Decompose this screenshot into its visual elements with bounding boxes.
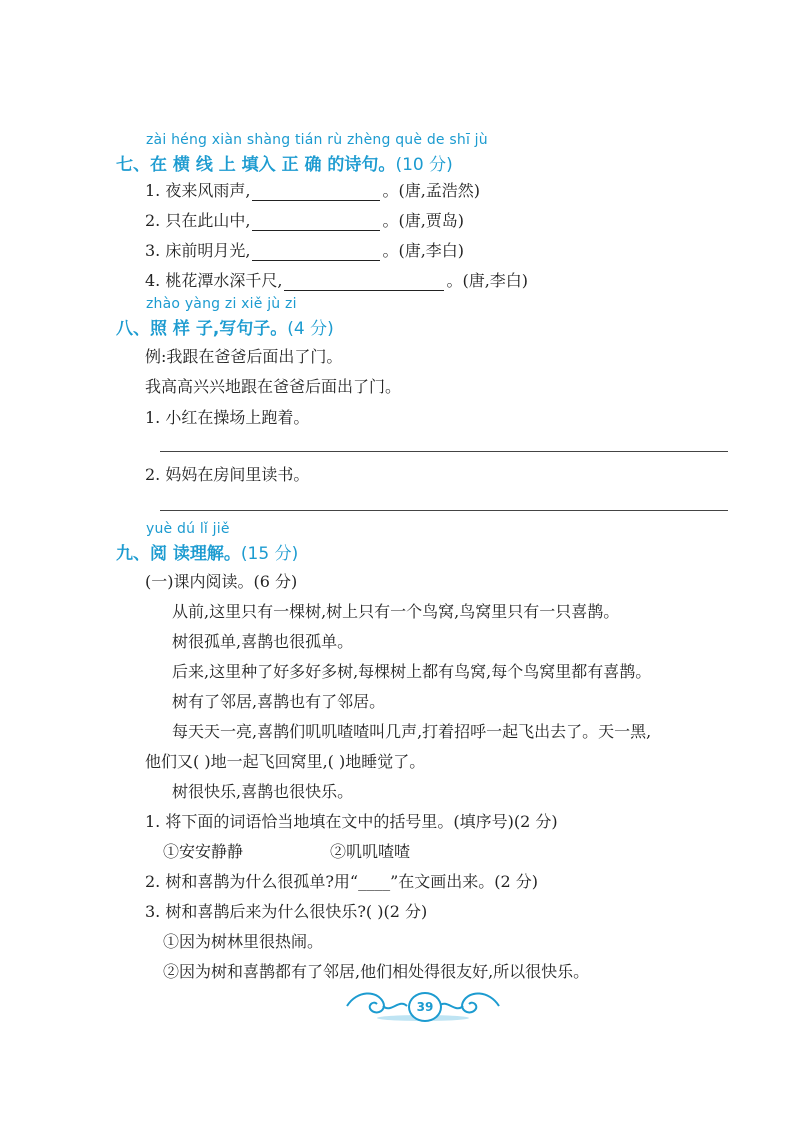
q3-option-1: ①因为树林里很热闹。 — [163, 932, 324, 951]
poem-item-3-suffix: 。(唐,李白) — [382, 241, 465, 260]
poem-item-3-blank[interactable] — [252, 243, 380, 261]
page-number: 39 — [408, 992, 442, 1022]
section9-heading — [116, 539, 298, 564]
example-sentence-2: 我高高兴兴地跟在爸爸后面出了门。 — [145, 377, 402, 396]
passage-line-2: 树很孤单,喜鹊也很孤单。 — [172, 632, 354, 651]
poem-item-4-suffix: 。(唐,李白) — [446, 271, 529, 290]
passage-line-3: 后来,这里种了好多好多树,每棵树上都有鸟窝,每个鸟窝里都有喜鹊。 — [172, 662, 652, 681]
poem-item-1 — [145, 178, 480, 201]
poem-item-2-prefix: 2. 只在此山中, — [145, 211, 251, 230]
section8-score: (4 分) — [287, 319, 334, 339]
poem-item-3 — [145, 238, 464, 261]
poem-item-2 — [145, 208, 464, 231]
section9-score: (15 分) — [240, 544, 299, 564]
section9-title: 九、阅 读理解。 — [116, 544, 241, 564]
rewrite-question-2: 2. 妈妈在房间里读书。 — [145, 465, 310, 484]
section8-heading — [116, 314, 334, 339]
section9-pinyin: yuè dú lǐ jiě — [146, 521, 230, 537]
reading-subtitle: (一)课内阅读。(6 分) — [145, 572, 298, 591]
rewrite-question-1: 1. 小红在操场上跑着。 — [145, 408, 310, 427]
section8-title: 八、照 样 子,写句子。 — [116, 319, 288, 339]
poem-item-4-prefix: 4. 桃花潭水深千尺, — [145, 271, 283, 290]
passage-line-5: 每天天一亮,喜鹊们叽叽喳喳叫几声,打着招呼一起飞出去了。天一黑, — [172, 722, 652, 741]
passage-line-7: 树很快乐,喜鹊也很快乐。 — [172, 782, 354, 801]
rewrite-answer-line-2[interactable] — [160, 510, 728, 511]
poem-item-3-prefix: 3. 床前明月光, — [145, 241, 251, 260]
reading-question-1: 1. 将下面的词语恰当地填在文中的括号里。(填序号)(2 分) — [145, 812, 558, 831]
ornament-right-wave — [439, 1004, 463, 1009]
section7-title: 七、在 横 线 上 填入 正 确 的诗句。 — [116, 155, 396, 175]
q1-option-2: ②叽叽喳喳 — [330, 842, 411, 861]
ornament-left-wave — [383, 1004, 407, 1009]
section7-pinyin: zài héng xiàn shàng tián rù zhèng què de shī jù — [146, 132, 488, 148]
passage-line-1: 从前,这里只有一棵树,树上只有一个鸟窝,鸟窝里只有一只喜鹊。 — [172, 602, 620, 621]
poem-item-4-blank[interactable] — [284, 273, 444, 291]
ornament-left-swirl — [347, 993, 384, 1012]
poem-item-4 — [145, 268, 528, 291]
poem-item-2-suffix: 。(唐,贾岛) — [382, 211, 465, 230]
reading-question-2: 2. 树和喜鹊为什么很孤单?用“____”在文画出来。(2 分) — [145, 872, 539, 891]
q1-option-1: ①安安静静 — [163, 842, 244, 861]
example-sentence-1: 例:我跟在爸爸后面出了门。 — [145, 347, 343, 366]
poem-item-1-prefix: 1. 夜来风雨声, — [145, 181, 251, 200]
poem-item-1-suffix: 。(唐,孟浩然) — [382, 181, 481, 200]
poem-item-1-blank[interactable] — [252, 183, 380, 201]
reading-question-3: 3. 树和喜鹊后来为什么很快乐?( )(2 分) — [145, 902, 428, 921]
ornament-right-swirl — [462, 993, 499, 1012]
passage-line-4: 树有了邻居,喜鹊也有了邻居。 — [172, 692, 386, 711]
passage-line-6: 他们又( )地一起飞回窝里,( )地睡觉了。 — [145, 752, 426, 771]
q3-option-2: ②因为树和喜鹊都有了邻居,他们相处得很友好,所以很快乐。 — [163, 962, 590, 981]
section8-pinyin: zhào yàng zi xiě jù zi — [146, 296, 297, 312]
poem-item-2-blank[interactable] — [252, 213, 380, 231]
rewrite-answer-line-1[interactable] — [160, 451, 728, 452]
section7-score: (10 分) — [395, 155, 453, 175]
section7-heading — [116, 150, 453, 175]
